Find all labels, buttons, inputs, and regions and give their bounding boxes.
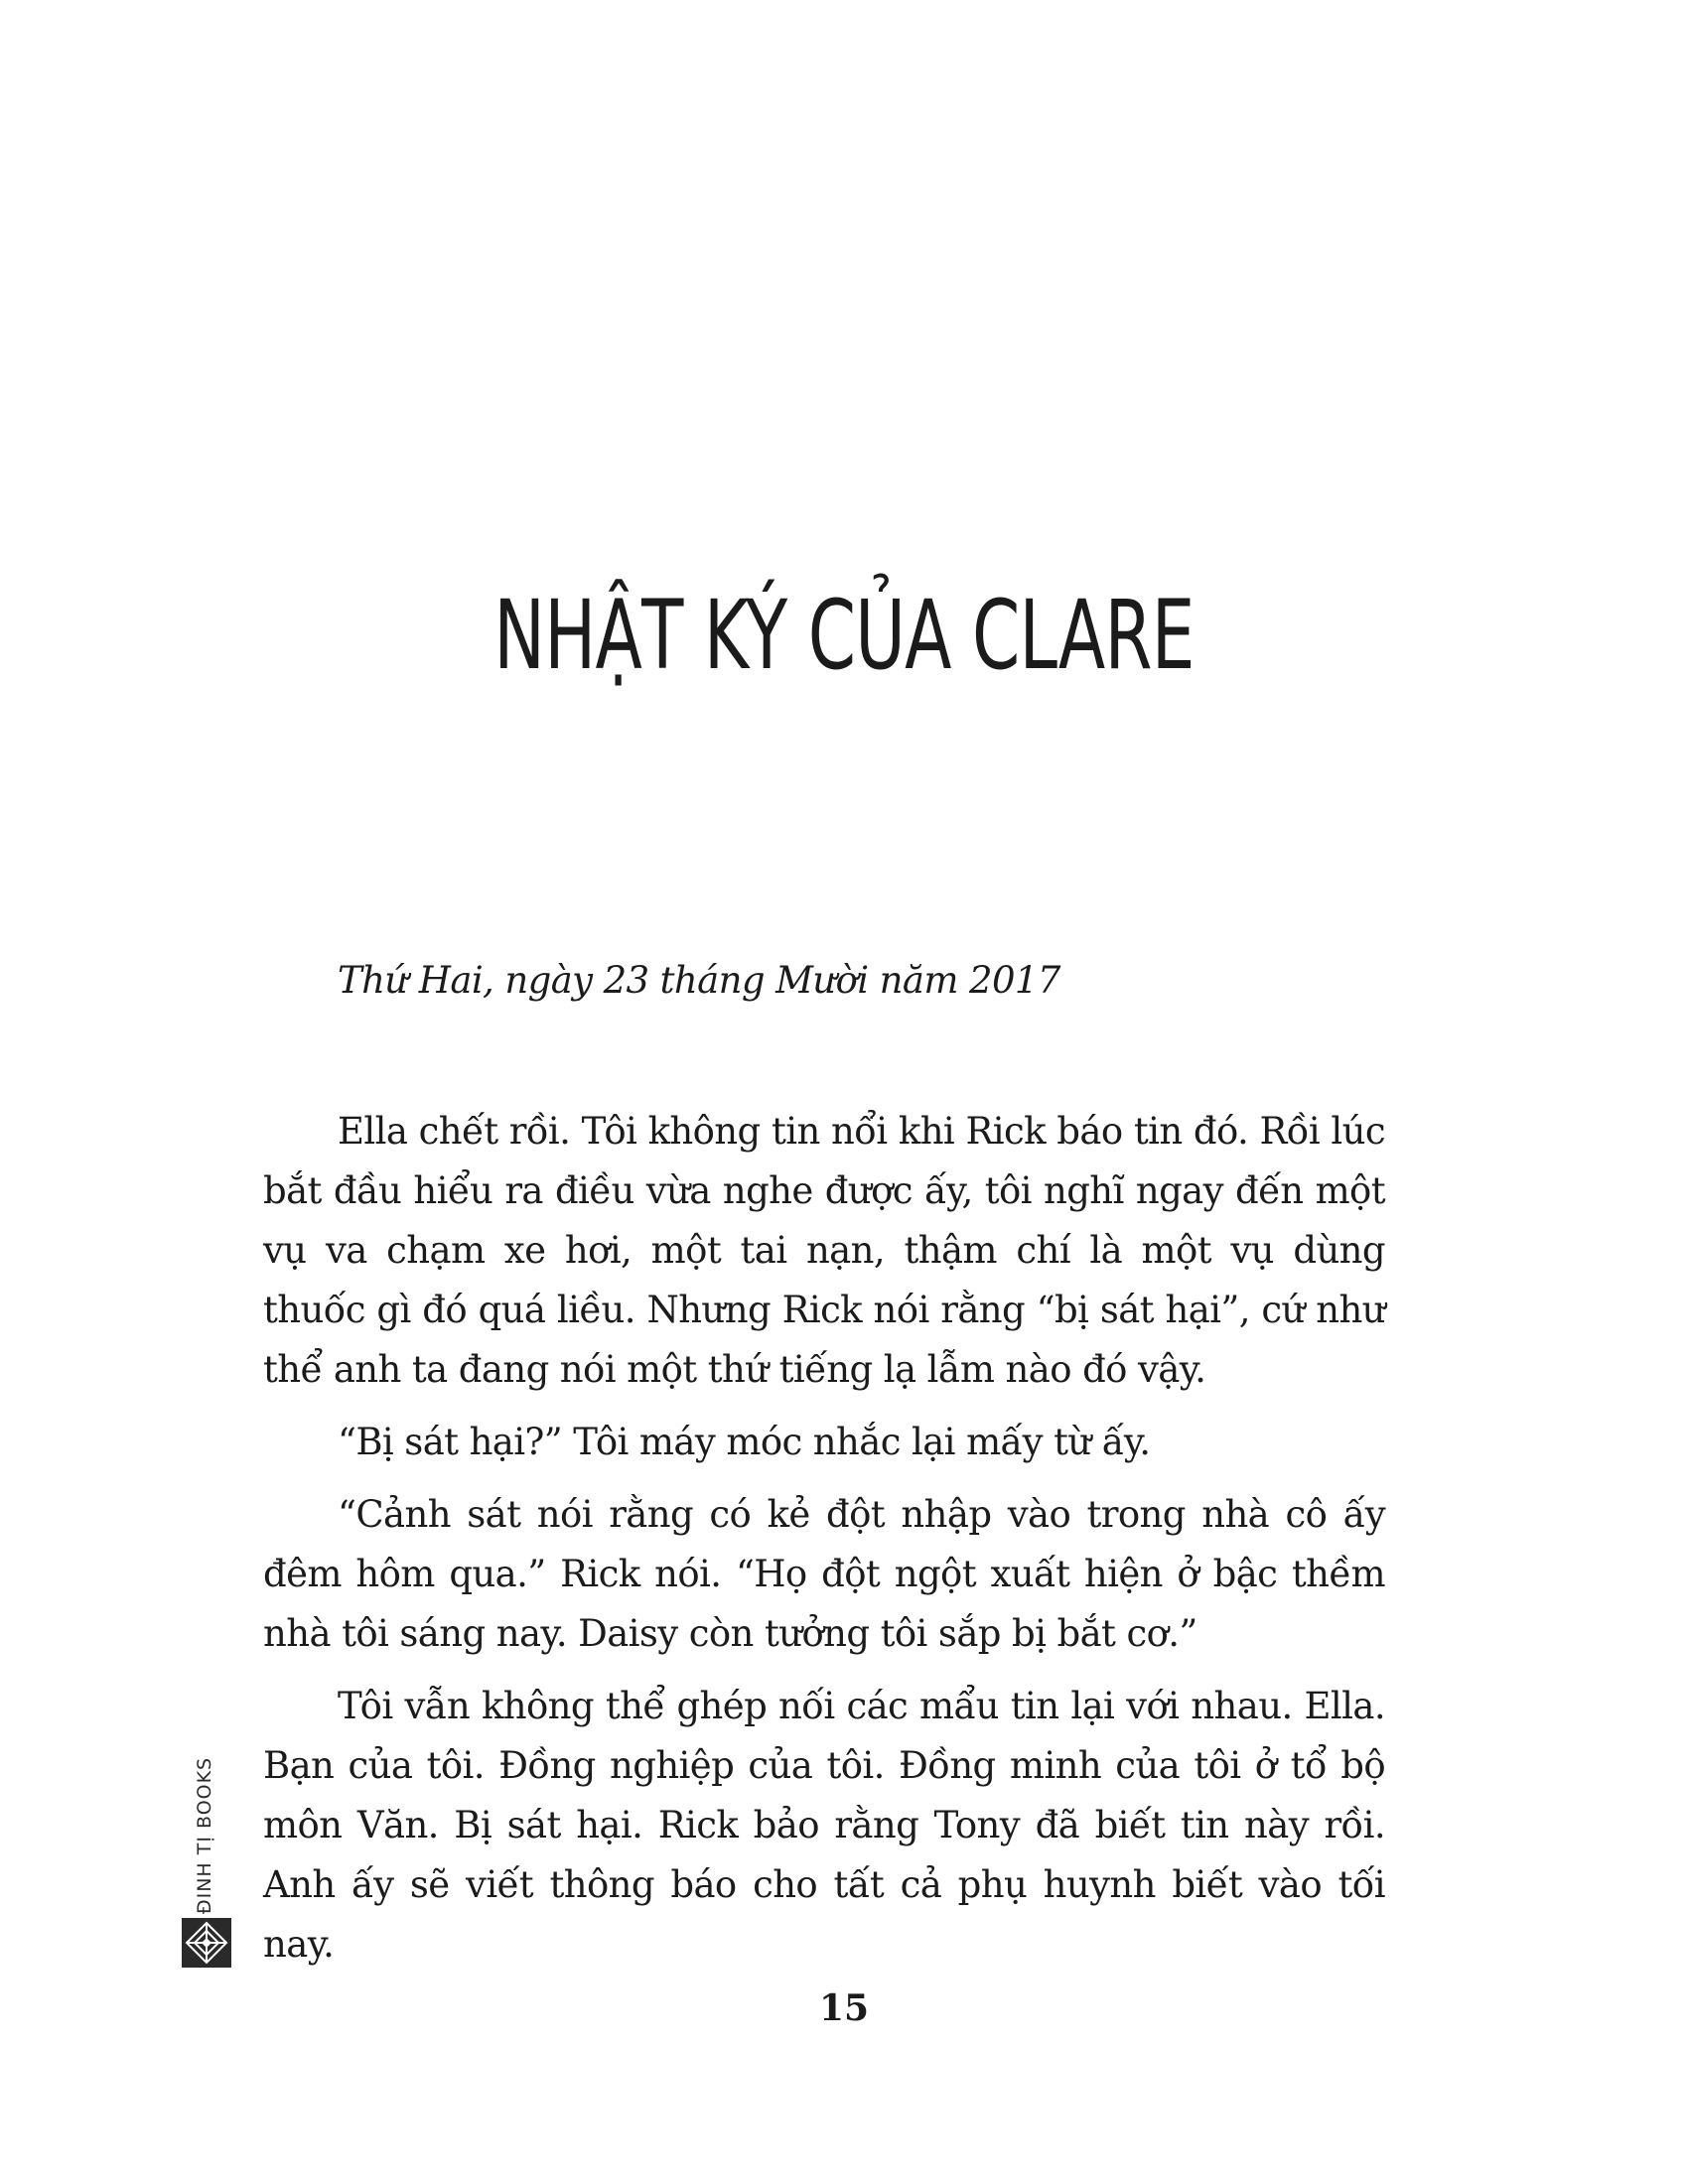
publisher-mark xyxy=(182,1747,231,1966)
entry-date: Thứ Hai, ngày 23 tháng Mười năm 2017 xyxy=(338,959,1060,1002)
publisher-logo-icon xyxy=(182,1918,231,1968)
paragraph-3: “Cảnh sát nói rằng có kẻ đột nhập vào trong nhà cô ấy đêm hôm qua.” Rick nói. “Họ đột ngột xuất hiện ở bậc thềm nhà tôi sáng nay. Daisy còn tưởng tôi sắp bị bắt cơ.” xyxy=(263,1493,1385,1655)
page-number: 15 xyxy=(818,1987,870,2029)
paragraph-4: Tôi vẫn không thể ghép nối các mẩu tin lại với nhau. Ella. Bạn của tôi. Đồng nghiệp của tôi. Đồng minh của tôi ở tổ bộ môn Văn. Bị sát hại. Rick bảo rằng Tony đã biết tin này rồi. Anh ấy sẽ viết thông báo cho tất cả phụ huynh biết vào tối nay. xyxy=(263,1685,1385,1966)
entry-body xyxy=(263,1102,1385,1987)
chapter-title: NHẬT KÝ CỦA CLARE xyxy=(493,580,1195,691)
paragraph-1: Ella chết rồi. Tôi không tin nổi khi Rick báo tin đó. Rồi lúc bắt đầu hiểu ra điều vừa nghe được ấy, tôi nghĩ ngay đến một vụ va chạm xe hơi, một tai nạn, thậm chí là một vụ dùng thuốc gì đó quá liều. Nhưng Rick nói rằng “bị sát hại”, cứ như thể anh ta đang nói một thứ tiếng lạ lẫm nào đó vậy. xyxy=(263,1110,1385,1391)
paragraph-2: “Bị sát hại?” Tôi máy móc nhắc lại mấy từ ấy. xyxy=(338,1421,1151,1463)
publisher-name: ĐINH TỊ BOOKS xyxy=(194,1756,215,1915)
